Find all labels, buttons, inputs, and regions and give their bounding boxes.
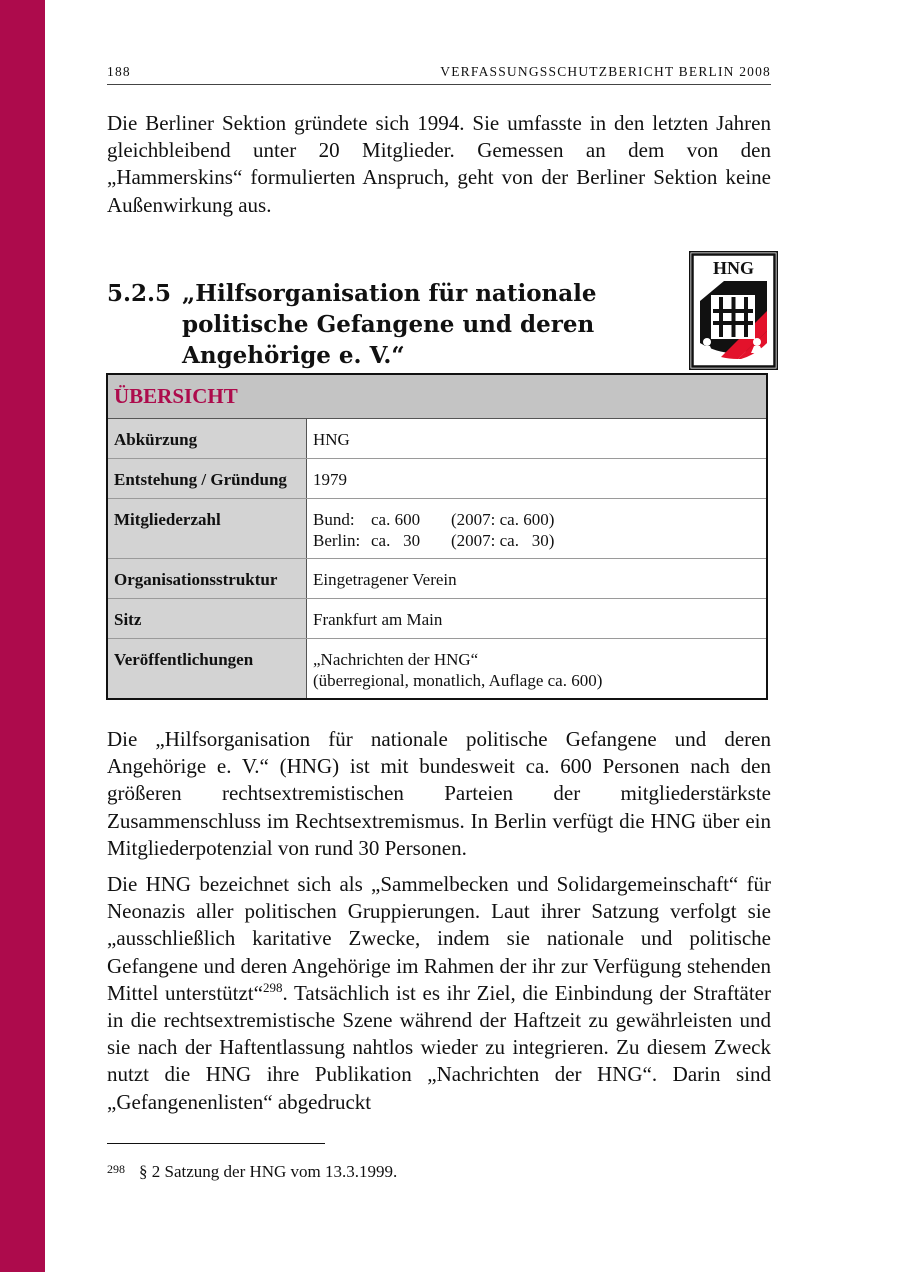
running-title: VERFASSUNGSSCHUTZBERICHT BERLIN 2008: [440, 64, 771, 79]
footnote-rule: [107, 1143, 325, 1144]
members-line-berlin: [313, 530, 760, 551]
publication-name: „Nachrichten der HNG“: [313, 650, 479, 669]
members-region: Bund:: [313, 510, 355, 529]
row-label-mitgliederzahl: Mitgliederzahl: [107, 499, 307, 559]
page-number: 188: [107, 64, 131, 79]
members-region: Berlin:: [313, 531, 361, 550]
section-title: „Hilfsorganisation für nationale politische Gefangene und deren Angehörige e. V.“: [182, 280, 597, 369]
footnote: [107, 1162, 397, 1182]
body-paragraph-1: Die „Hilfsorganisation für nationale politische Gefangene und deren Angehörige e. V.“ (HNG) ist mit bundesweit ca. 600 Personen nach den größeren rechtsextremistischen Parteien der mitgliederstärkste Zusammenschluss im Rechtsextremismus. In Berlin verfügt die HNG über ein Mitgliederpotenzial von rund 30 Personen.: [107, 727, 771, 860]
footnote-text: § 2 Satzung der HNG vom 13.3.1999.: [139, 1162, 398, 1181]
row-value-mitgliederzahl: [307, 499, 768, 559]
row-value-abkuerzung: HNG: [307, 419, 768, 459]
intro-paragraph: Die Berliner Sektion gründete sich 1994. Sie umfasste in den letzten Jahren gleichbleibend unter 20 Mitglieder. Gemessen an dem von den „Hammerskins“ formulierten Anspruch, geht von der Berliner Sektion keine Außenwirkung aus.: [107, 111, 771, 217]
row-value-sitz: Frankfurt am Main: [307, 599, 768, 639]
members-previous: (2007: ca. 30): [451, 531, 555, 550]
table-row: [107, 559, 767, 599]
members-count: ca. 600: [371, 510, 421, 529]
row-label-organisationsstruktur: Organisationsstruktur: [107, 559, 307, 599]
overview-table: [106, 373, 768, 700]
section-number: 5.2.5: [107, 280, 172, 307]
table-row: [107, 459, 767, 499]
paragraph-text: Die HNG bezeichnet sich als „Sammelbecken und Solidargemeinschaft“ für Neonazis aller politischen Gruppierungen. Laut ihrer Satzung verfolgt sie „ausschließlich karitative Zwecke, indem sie nationale und politische Gefangene und deren Angehörige im Rahmen der ihr zur Verfügung stehenden Mittel unterstützt“: [107, 872, 771, 1005]
table-row: [107, 499, 767, 559]
row-value-gruendung: 1979: [307, 459, 768, 499]
row-value-organisationsstruktur: Eingetragener Verein: [307, 559, 768, 599]
members-count: ca. 30: [371, 531, 421, 550]
row-value-veroeffentlichungen: [307, 639, 768, 700]
logo-text: HNG: [712, 258, 755, 278]
footnote-reference[interactable]: 298: [262, 979, 283, 995]
hng-logo: [689, 251, 778, 370]
members-line-bund: [313, 509, 760, 530]
paragraph-text: . Tatsächlich ist es ihr Ziel, die Einbindung der Straftäter in die rechtsextremistische Szene während der Haftzeit zu gewährleisten und sie nach der Haftentlassung nahtlos wieder zu integrieren. Zu diesem Zweck nutzt die HNG ihre Publikation „Nachrichten der HNG“. Darin sind „Gefangenenlisten“ abgedruckt: [107, 980, 771, 1114]
overview-heading: ÜBERSICHT: [107, 374, 767, 419]
running-header: [107, 64, 771, 85]
publication-details: (überregional, monatlich, Auflage ca. 600): [313, 671, 603, 690]
page-side-bar: [0, 0, 45, 1272]
table-row: [107, 419, 767, 459]
row-label-sitz: Sitz: [107, 599, 307, 639]
row-label-gruendung: Entstehung / Gründung: [107, 459, 307, 499]
table-row: [107, 639, 767, 700]
row-label-veroeffentlichungen: Veröffentlichungen: [107, 639, 307, 700]
members-previous: (2007: ca. 600): [451, 510, 555, 529]
row-label-abkuerzung: Abkürzung: [107, 419, 307, 459]
body-paragraph-2: [107, 871, 771, 1116]
table-row: [107, 599, 767, 639]
footnote-number: 298: [107, 1162, 125, 1176]
